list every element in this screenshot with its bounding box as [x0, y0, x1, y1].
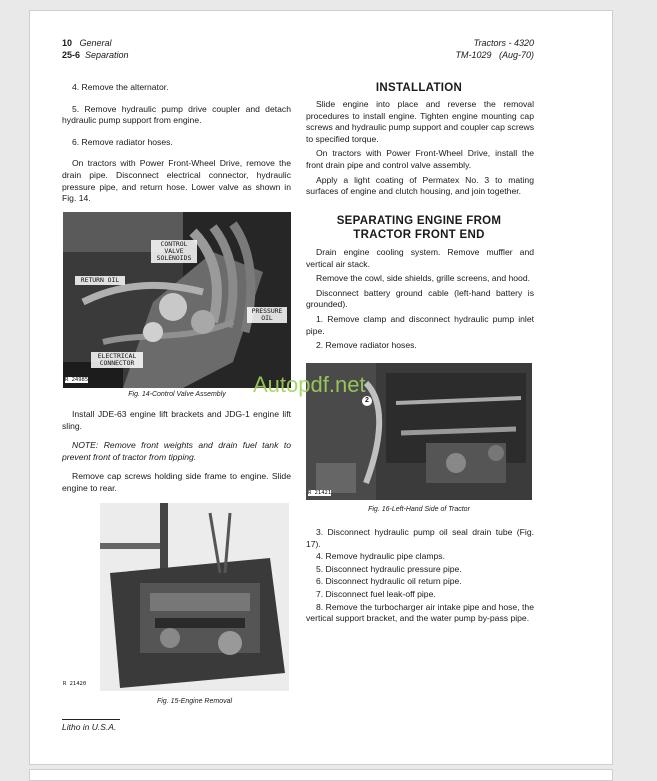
install-lift-brackets: Install JDE-63 engine lift brackets and JDG-1 engine lift sling.	[62, 409, 291, 431]
litho-footer: Litho in U.S.A.	[62, 722, 117, 732]
install-para-3: Apply a light coating of Permatex No. 3 to mating surfaces of engine and clutch housing, and join together.	[306, 174, 534, 197]
step-5-pump-coupler: 5. Remove hydraulic pump drive coupler and detach hydraulic pump support from engine.	[62, 103, 291, 126]
disconnect-steps	[306, 527, 534, 628]
label-electrical-connector: ELECTRICAL CONNECTOR	[91, 352, 143, 368]
section-name: General	[79, 38, 112, 48]
sep-para-3: Disconnect battery ground cable (left-hand battery is grounded).	[306, 287, 534, 310]
engine-removal-photo	[100, 503, 289, 691]
separating-heading	[305, 214, 533, 242]
header-left	[62, 37, 182, 61]
step-3-seal-drain: 3. Disconnect hydraulic pump oil seal drain tube (Fig. 17).	[306, 527, 534, 549]
sub-section-name: Separation	[85, 50, 129, 60]
step-4-alternator: 4. Remove the alternator.	[72, 82, 169, 92]
figure-14-code: R 24985	[65, 377, 89, 383]
installation-heading: INSTALLATION	[375, 82, 463, 94]
separating-text	[306, 247, 534, 355]
figure-14-caption: Fig. 14-Control Valve Assembly	[128, 391, 226, 398]
manual-date: (Aug-70)	[498, 50, 534, 60]
figure-15-code-label: R 21420	[63, 681, 87, 687]
label-control-valve-solenoids: CONTROL VALVE SOLENOIDS	[151, 240, 197, 263]
step-4-pipe-clamps: 4. Remove hydraulic pipe clamps.	[316, 551, 445, 562]
left-text-middle	[62, 409, 291, 498]
sub-number: 25-6	[62, 50, 81, 60]
sep-step-2: 2. Remove radiator hoses.	[316, 340, 417, 351]
install-para-1: Slide engine into place and reverse the removal procedures to install engine. Tighten engine mounting cap screws and hydraulic pump support and coupler cap screws to specified torque.	[306, 99, 534, 144]
separating-heading-line-2: TRACTOR FRONT END	[353, 229, 485, 241]
label-return-oil: RETURN OIL	[75, 276, 125, 285]
footer-rule	[62, 719, 120, 720]
step-8-turbo-intake: 8. Remove the turbocharger air intake pipe and hose, the vertical support bracket, and the water pump by-pass pipe.	[306, 601, 534, 624]
remove-cap-screws: Remove cap screws holding side frame to engine. Slide engine to rear.	[62, 471, 291, 493]
installation-text	[306, 99, 534, 201]
figure-16-code: R 21421	[308, 490, 332, 496]
watermark: Autopdf.net	[253, 372, 366, 397]
step-6-return-pipe: 6. Disconnect hydraulic oil return pipe.	[316, 576, 462, 587]
manual-number: TM-1029	[455, 50, 492, 60]
figure-16-caption: Fig. 16-Left-Hand Side of Tractor	[368, 506, 470, 513]
separating-heading-line-1: SEPARATING ENGINE FROM	[336, 215, 502, 227]
step-7-leak-off-pipe: 7. Disconnect fuel leak-off pipe.	[316, 588, 436, 599]
note-front-weights: NOTE: Remove front weights and drain fuel tank to prevent front of tractor from tipping.	[62, 440, 291, 462]
step-6-radiator-hoses: 6. Remove radiator hoses.	[72, 136, 173, 147]
left-text-top	[62, 82, 291, 208]
pfwd-paragraph: On tractors with Power Front-Wheel Drive, remove the drain pipe. Disconnect electrical connector, hydraulic pressure pipe, and return hose. Lower valve as shown in Fig. 14.	[62, 158, 291, 204]
label-pressure-oil: PRESSURE OIL	[247, 307, 287, 323]
install-para-2: On tractors with Power Front-Wheel Drive, install the front drain pipe and control valve assembly.	[306, 148, 534, 170]
tractor-title: Tractors - 4320	[473, 38, 534, 48]
header-right	[430, 37, 534, 61]
sep-para-2: Remove the cowl, side shields, grille screens, and hood.	[316, 273, 531, 284]
sep-para-1: Drain engine cooling system. Remove muffler and vertical air stack.	[306, 247, 534, 269]
next-page-edge	[29, 769, 613, 781]
page-number: 10	[62, 38, 73, 48]
figure-15-photo	[100, 503, 289, 691]
step-5-pressure-pipe: 5. Disconnect hydraulic pressure pipe.	[316, 563, 462, 574]
figure-14-photo	[63, 212, 291, 388]
figure-15-caption: Fig. 15-Engine Removal	[156, 698, 233, 705]
sep-step-1: 1. Remove clamp and disconnect hydraulic pump inlet pipe.	[306, 313, 534, 336]
callout-2: 2	[362, 396, 372, 406]
